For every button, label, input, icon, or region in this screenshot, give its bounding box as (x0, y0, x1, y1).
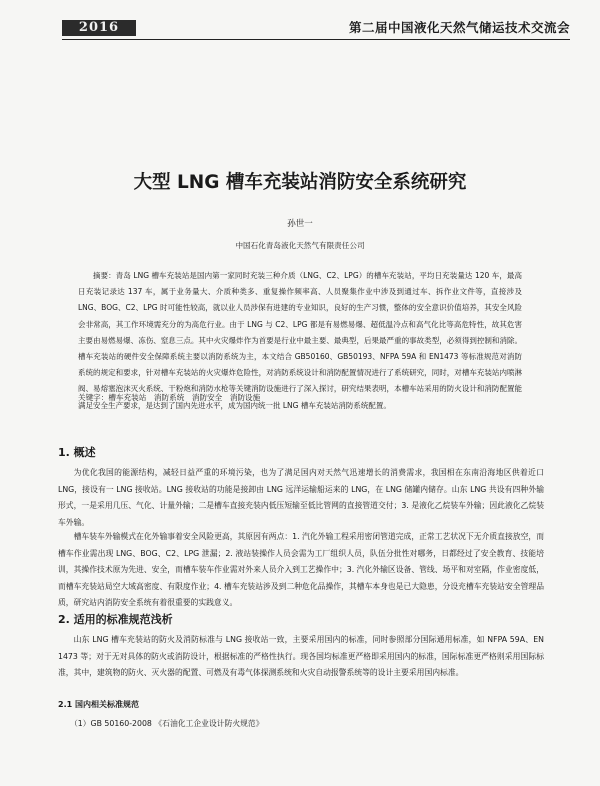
reference-item: （1）GB 50160-2008 《石油化工企业设计防火规范》 (70, 719, 264, 728)
section-1-para-2: 槽车装车外输模式在化外输事着安全风险更高，其原因有两点：1. 汽化外输工程采用密闭管道完成，正常工艺状况下无介质直接放空，而槽车作业需出现 LNG、BOG、C2、LPG 泄漏；2. 液站装操作人员会需为工厂组织人员，队伍分批性对哪务，日都经过了安全教育、技能培训，其操作技术原为先进、安全，而槽车装车作业需对外来人员介入到工艺操作中；3. 汽化外输区设备、管线、场平和对室隔，作业密度低，而槽车充装站局空大域高密度、有限度作业；4. 槽车充装站涉及到二种危化品操作，其槽车本身也是已大隐患，分设充槽车充装站安全管理品质，研究站内消防安全系统有着很重要的实践意义。 (58, 532, 544, 607)
keywords-label: 关键字： (78, 393, 109, 402)
keywords (78, 392, 522, 403)
header-rule (62, 39, 570, 40)
paper-title: 大型 LNG 槽车充装站消防安全系统研究 (133, 172, 467, 193)
abstract-text: 青岛 LNG 槽车充装站是国内第一家同时充装三种介质（LNG、C2、LPG）的槽车充装站，平均日充装量达 120 车，最高日充装记录达 137 车，属于业务量大、介质种类多、重复操作频率高、人员聚集作业中涉及到通过车、拆作业文件等，直接涉及 LNG、BOG、C2、LPG 时可能性较高，就以业人员涉保有进建的专业知识，良好的生产习惯，整体的安全意识价值培养，其安全风险会非常高，其工作环境需充分的为高危行业。由于 LNG 与 C2、LPG 都是有易燃易爆、超低温冷点和高气化比等高危特性，故其危害主要由易燃易爆、冻伤、窒息三点。其中火灾爆炸作为首要是行业中最主要、最典型，后果最严重的事故类型，必须得到控制和消除。槽车充装站的硬件安全保障系统主要以消防系统为主，本文结合 GB50160、GB50193、NFPA 59A 和 EN1473 等标准规范对消防系统的规定和要求，针对槽车充装站的火灾爆炸危险性，对消防系统设计和消防配置情况进行了系统研究，同时，对槽车充装站内喷淋阀、易熔塞泡沫灭火系统、干粉炮和消防水枪等关键消防设施进行了深入探讨，研究结果表明，本槽车站采用的防火设计和消防配置能满足安全生产要求，是达到了国内先进水平，成为国内统一批 LNG 槽车充装站消防系统配置。 (78, 271, 523, 410)
conference-title: 第二届中国液化天然气储运技术交流会 (348, 20, 570, 35)
section-2-heading: 2. 适用的标准规范浅析 (58, 613, 173, 626)
section-1-heading: 1. 概述 (58, 446, 96, 459)
section-1-para-1: 为优化我国的能源结构，减轻日益严重的环境污染，也为了满足国内对天然气迅速增长的消费需求，我国相在东南沿海地区供着近口 LNG，接设有一 LNG 接收站。LNG 接收站的功能是接卸由 LNG 远洋运输船运来的 LNG，在 LNG 储罐内储存。山东 LNG 共设有四种外输形式，一是采用几压、气化、计量外输；二是槽车直接充装内低压短输至低比管网的直接管道交付；3. 是液化乙烷装车外输；因此液化乙烷装车外输。 (58, 468, 544, 527)
year-badge: 2016 (62, 20, 136, 36)
section-2-para-1: 山东 LNG 槽车充装站的防火及消防标准与 LNG 接收站一致，主要采用国内的标准，同时参照部分国际通用标准，如 NFPA 59A、EN 1473 等；对于无对具体的防火或消防设计，根据标准的严格性执行。现各国均标准更严格即采用国内的标准，国际标准更严格则采用国际标准，其中，建筑物的防火、灭火器的配置、可燃及有毒气体探测系统和火灾自动报警系统等的设计主要采用国内标准。 (58, 635, 544, 677)
keywords-text: 槽车充装站 消防系统 消防安全 消防设施 (108, 393, 261, 402)
author: 孙世一 (287, 219, 313, 229)
affiliation: 中国石化青岛液化天然气有限责任公司 (235, 241, 365, 250)
running-header (40, 10, 570, 36)
subsection-2-1-heading: 2.1 国内相关标准规范 (58, 700, 139, 709)
abstract-label: 摘要： (93, 271, 116, 280)
